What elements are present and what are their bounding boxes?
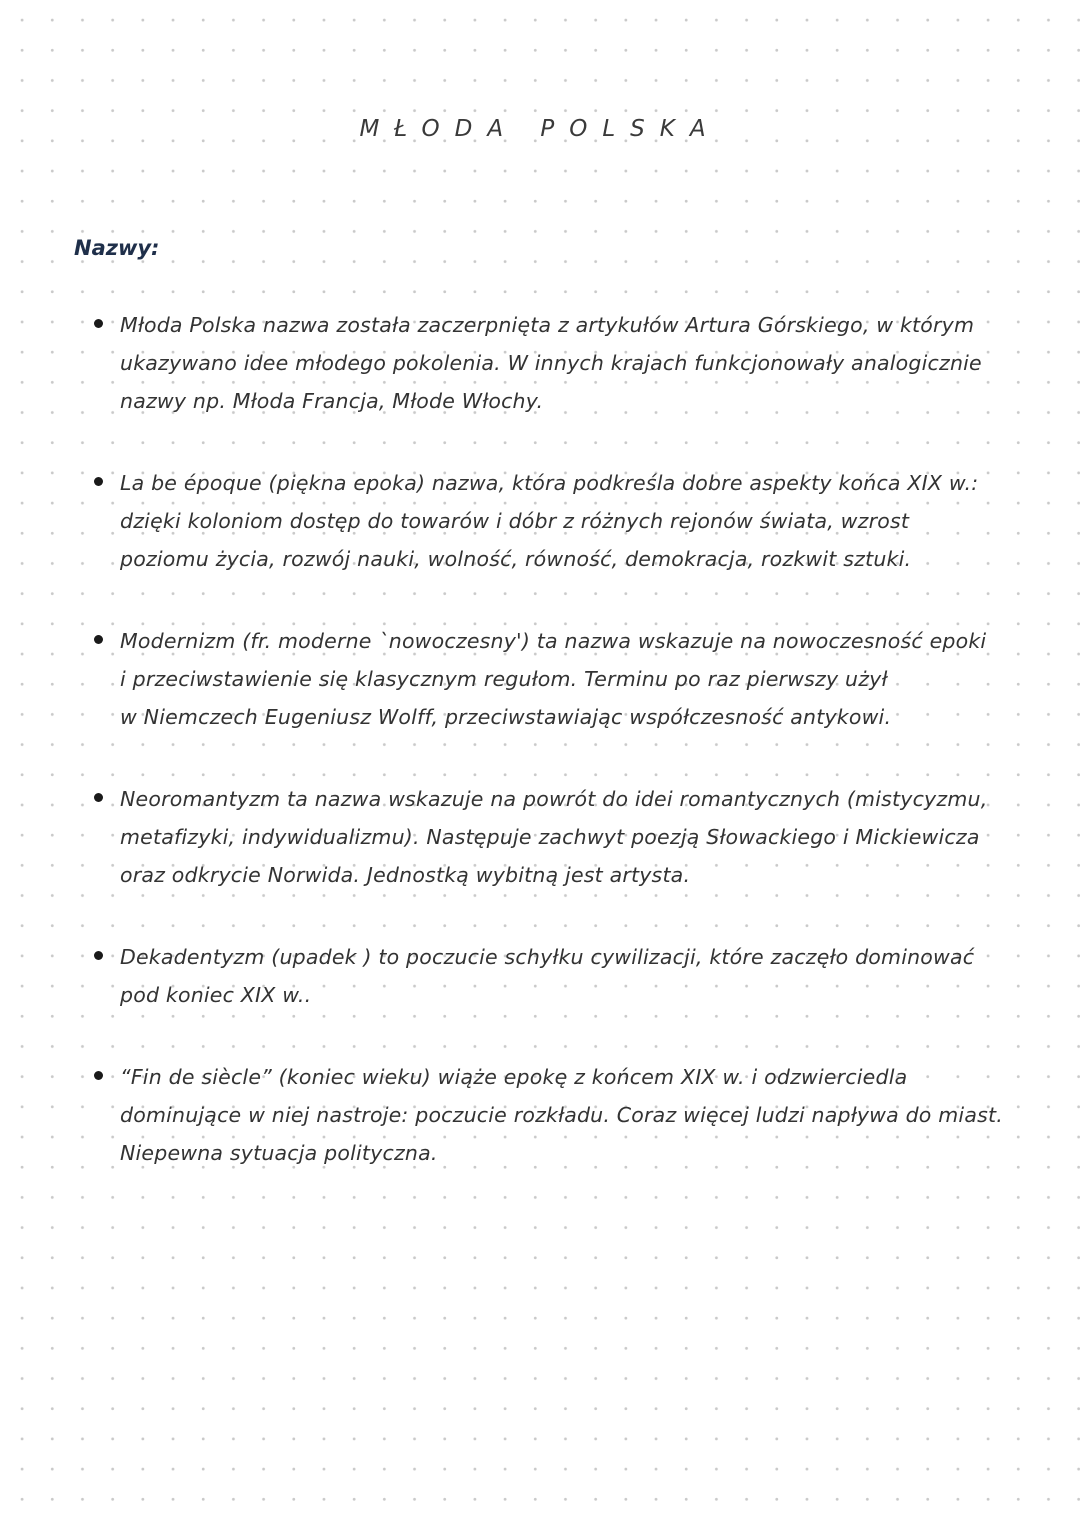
bullet-dot-icon (94, 793, 103, 802)
bullet-dot-icon (94, 1071, 103, 1080)
bullet-text (120, 622, 1020, 736)
text-line: “Fin de siècle” (koniec wieku) wiąże epokę z końcem XIX w. i odzwierciedla (120, 1065, 908, 1089)
text-line: oraz odkrycie Norwida. Jednostką wybitną jest artysta. (120, 863, 691, 887)
text-line: i przeciwstawienie się klasycznym regułom. Terminu po raz pierwszy użył (120, 667, 888, 691)
list-item (0, 306, 1080, 420)
text-line: La be époque (piękna epoka) nazwa, która podkreśla dobre aspekty końca XIX w.: (120, 471, 979, 495)
bullet-dot-icon (94, 319, 103, 328)
text-line: Młoda Polska nazwa została zaczerpnięta z artykułów Artura Górskiego, w którym (120, 313, 975, 337)
section-heading: Nazwy: (74, 236, 160, 260)
text-line: Modernizm (fr. moderne `nowoczesny') ta nazwa wskazuje na nowoczesność epoki (120, 629, 987, 653)
text-line: Neoromantyzm ta nazwa wskazuje na powrót do idei romantycznych (mistycyzmu, (120, 787, 988, 811)
list-item (0, 1058, 1080, 1172)
text-line: dzięki koloniom dostęp do towarów i dóbr z różnych rejonów świata, wzrost (120, 509, 910, 533)
bullet-dot-icon (94, 635, 103, 644)
bullet-text (120, 780, 1020, 894)
bullet-list (0, 306, 1080, 1216)
bullet-dot-icon (94, 477, 103, 486)
text-line: Niepewna sytuacja polityczna. (120, 1141, 438, 1165)
text-line: Dekadentyzm (upadek ) to poczucie schyłku cywilizacji, które zaczęło dominować (120, 945, 975, 969)
list-item (0, 464, 1080, 578)
text-line: dominujące w niej nastroje: poczucie rozkładu. Coraz więcej ludzi napływa do miast. (120, 1103, 1003, 1127)
bullet-dot-icon (94, 951, 103, 960)
page-title: MŁODA POLSKA (359, 116, 721, 142)
bullet-text (120, 1058, 1020, 1172)
list-item (0, 780, 1080, 894)
text-line: ukazywano idee młodego pokolenia. W innych krajach funkcjonowały analogicznie (120, 351, 982, 375)
text-line: w Niemczech Eugeniusz Wolff, przeciwstawiając współczesność antykowi. (120, 705, 892, 729)
text-line: nazwy np. Młoda Francja, Młode Włochy. (120, 389, 544, 413)
bullet-text (120, 464, 1020, 578)
bullet-text (120, 306, 1020, 420)
bullet-text (120, 938, 1020, 1014)
text-line: pod koniec XIX w.. (120, 983, 312, 1007)
text-line: poziomu życia, rozwój nauki, wolność, równość, demokracja, rozkwit sztuki. (120, 547, 912, 571)
list-item (0, 622, 1080, 736)
text-line: metafizyki, indywidualizmu). Następuje zachwyt poezją Słowackiego i Mickiewicza (120, 825, 980, 849)
list-item (0, 938, 1080, 1014)
